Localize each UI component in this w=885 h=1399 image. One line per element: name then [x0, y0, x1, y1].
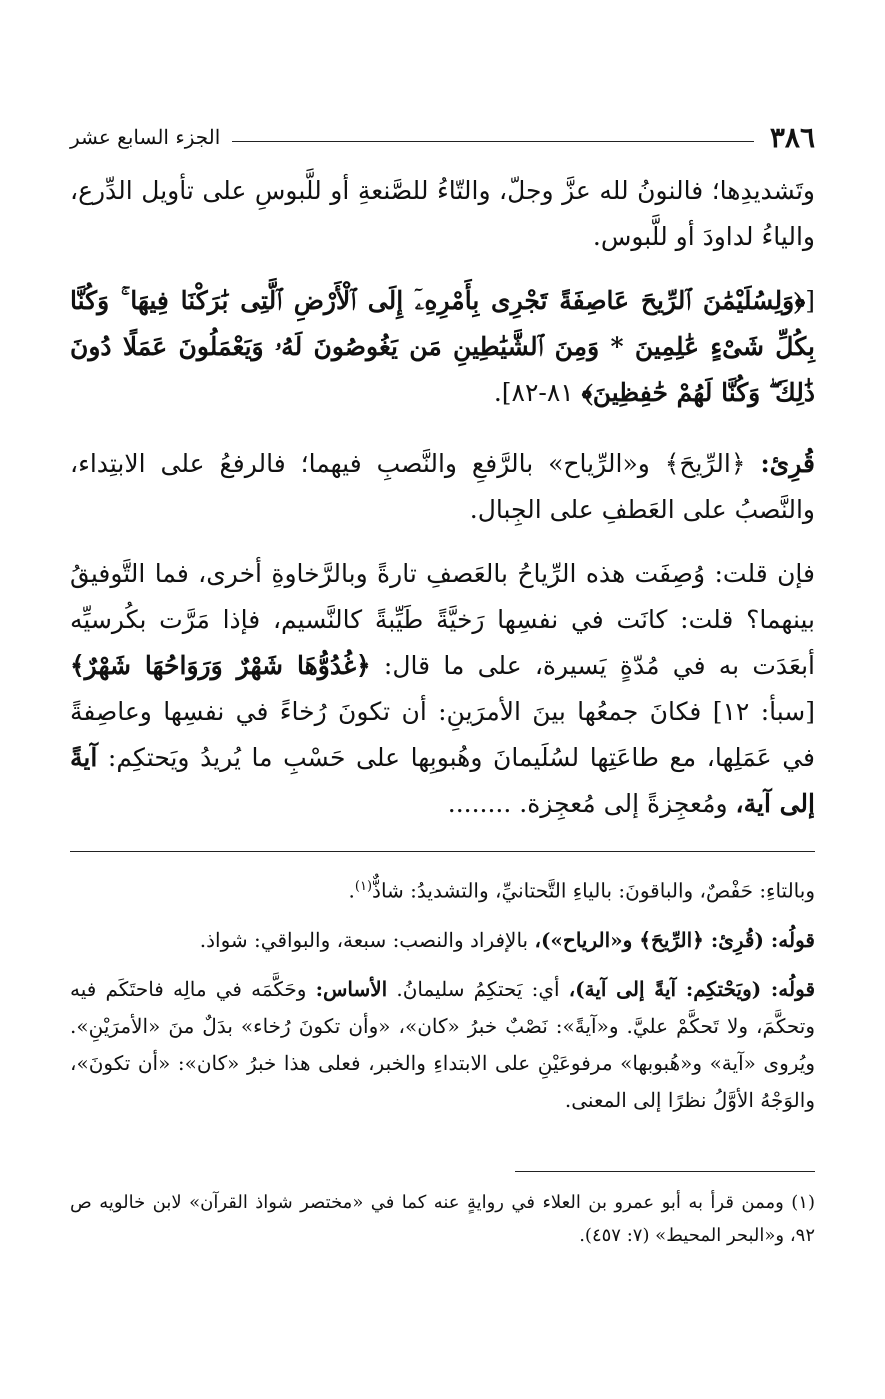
answer-text: [سبأ: ١٢] فكانَ جمعُها بينَ الأمرَينِ: أن تكونَ رُخاءً في نفسِها وعاصِفةً في عَمَلِها، مع طاعَتِها لسُلَيمانَ وهُبوبِها على حَسْبِ ما يُريدُ ويَحتكِم: — [70, 697, 816, 772]
main-paragraph-3 — [70, 551, 815, 827]
quran-inline-quote: ﴿غُدُوُّهَا شَهْرٌ وَرَوَاحُهَا شَهْرٌ﴾ — [70, 651, 371, 680]
commentary-paragraph-2 — [70, 922, 815, 959]
commentary-1-end: . — [348, 878, 355, 903]
verse-open-bracket: [ — [805, 286, 815, 315]
commentary-2-lead: قولُه: (قُرِئ: ﴿الرِّيحَ﴾ و«الرياح»)، — [534, 927, 815, 952]
book-page — [70, 120, 815, 1270]
footnote: (١) وممن قرأ به أبو عمرو بن العلاء في روايةٍ عنه كما في «مختصر شواذ القرآن» لابن خالويه ص ٩٢، و«البحر المحيط» (٧: ٤٥٧). — [70, 1191, 815, 1246]
commentary-paragraph-3 — [70, 971, 815, 1119]
paragraph-end: ومُعجِزةً إلى مُعجِزة. ........ — [447, 789, 728, 818]
commentary-3-lead: قولُه: (ويَحْتكِم: آيةً إلى آية)، — [568, 976, 816, 1001]
commentary-1-text: وبالتاءِ: حَفْصٌ، والباقونَ: بالياءِ التَّحتانيِّ، والتشديدُ: شاذٌّ — [372, 878, 815, 903]
commentary-paragraph-1 — [70, 868, 815, 910]
quran-verse-text: ﴿وَلِسُلَيْمَٰنَ ٱلرِّيحَ عَاصِفَةً تَجْرِى بِأَمْرِهِۦٓ إِلَى ٱلْأَرْضِ ٱلَّتِى بَٰرَكْنَا فِيهَا ۚ وَكُنَّا بِكُلِّ شَىْءٍ عَٰلِمِينَ * وَمِنَ ٱلشَّيَٰطِينِ مَن يَغُوصُونَ لَهُۥ وَيَعْمَلُونَ عَمَلًا دُونَ ذَٰلِكَ ۖ وَكُنَّا لَهُمْ حَٰفِظِينَ﴾ — [70, 286, 815, 407]
main-paragraph-2 — [70, 441, 815, 533]
page-number: ٣٨٦ — [769, 120, 815, 154]
qurria-text: ﴿الرِّيحَ﴾ و«الرِّياح» بالرَّفعِ والنَّصبِ فيهما؛ فالرفعُ على الابتِداء، والنَّصبُ على العَطفِ على الجِبال. — [70, 449, 815, 524]
running-head — [70, 120, 815, 154]
commentary-3-text-b: وحَكَّمَه في مالِه فاحتَكَم فيه وتحكَّمَ، ولا تَحكَّمْ عليَّ. و«آيةً»: نَصْبٌ خبرُ «كان»، «وأن تكونَ رُخاء» بدَلٌ منَ «الأمرَيْنِ». ويُروى «آية» و«هُبوبها» مرفوعَيْنِ على الابتداءِ والخبر، فعلى هذا خبرُ «كان»: «أن تكونَ»، والوَجْهُ الأوَّلُ نظرًا إلى المعنى. — [70, 976, 815, 1112]
commentary-divider — [70, 851, 815, 852]
question-text: فإن قلت: وُصِفَت هذه الرِّياحُ بالعَصفِ تارةً وبالرَّخاوةِ أخرى، فما التَّوفيقُ بينهما؟ قلت: كانَت في نفسِها رَخيَّةً طَيِّبةً كالنَّسيم، فإذا مَرَّت بكُرسيِّه أبعَدَت به في مُدّةٍ يَسيرة، على ما قال: — [70, 559, 815, 680]
commentary-2-text: بالإفراد والنصب: سبعة، والبواقي: شواذ. — [199, 927, 529, 952]
qurria-lead: قُرِئ: — [760, 449, 815, 478]
asas-label: الأساس: — [315, 976, 388, 1001]
verse-reference: ٨١-٨٢]. — [493, 378, 574, 407]
main-paragraph-1: وتَشديدِها؛ فالنونُ لله عزَّ وجلّ، والتّاءُ للصَّنعةِ أو للَّبوسِ على تأويل الدِّرع، والياءُ لداودَ أو للَّبوس. — [70, 176, 815, 251]
footnote-divider — [515, 1171, 815, 1172]
header-rule — [232, 141, 754, 142]
commentary-3-text-a: أي: يَحتكِمُ سليمانُ. — [396, 976, 560, 1001]
bold-phrase: آيةً إلى آية، — [70, 743, 815, 818]
part-title: الجزء السابع عشر — [70, 125, 221, 149]
footnote-marker[interactable]: (١) — [354, 879, 373, 894]
quran-verse-block — [70, 278, 815, 416]
